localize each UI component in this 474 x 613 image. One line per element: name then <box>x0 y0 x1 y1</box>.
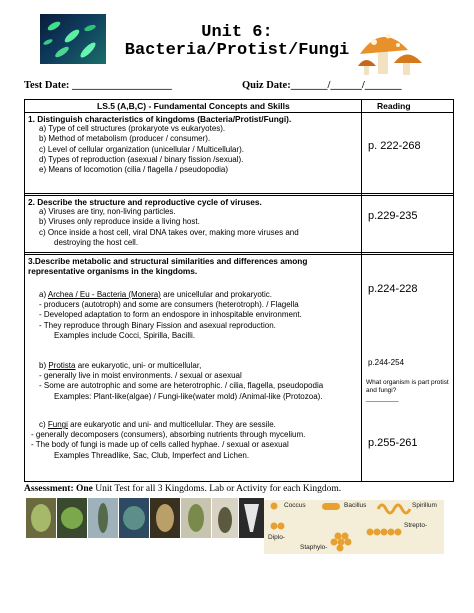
label-coccus: Coccus <box>284 502 306 509</box>
label-strepto: Strepto- <box>404 522 428 529</box>
section-3b-text: are eukaryotic, uni- or multicellular, <box>75 361 202 370</box>
section-2-divider <box>25 252 453 255</box>
section-3b-prefix: b) <box>39 361 49 370</box>
section-2 <box>28 197 358 248</box>
section-3b-item-2: - Some are autotrophic and some are heterotrophic. / cilia, flagella, pseudopodia <box>39 381 324 391</box>
section-1-item-e: e) Means of locomotion (cilia / flagella / pseudopodia) <box>39 165 228 175</box>
section-2-item-c-cont: destroying the host cell. <box>54 237 139 247</box>
section-3-title-line-1: 3.Describe metabolic and structural similarities and differences among <box>28 256 308 266</box>
section-2-reading: p.229-235 <box>368 210 418 222</box>
section-1-title: 1. Distinguish characteristics of kingdoms (Bacteria/Protist/Fungi). <box>28 114 292 124</box>
mushroom-image <box>356 20 424 80</box>
section-1-item-c: c) Level of cellular organization (unicellular / Multicellular). <box>39 144 244 154</box>
section-3b-question <box>366 379 450 403</box>
section-3a <box>28 290 358 341</box>
section-3-title-line-2: representative organisms in the kingdoms. <box>28 266 198 277</box>
header-divider <box>25 112 453 113</box>
assessment-text: Unit Test for all 3 Kingdoms. Lab or Activity for each Kingdom. <box>92 484 342 494</box>
label-diplo: Diplo- <box>268 534 285 541</box>
label-spirillum: Spirillum <box>412 502 437 509</box>
section-3a-text: are unicellular and prokaryotic. <box>160 290 273 299</box>
section-3a-item-2: - Developed adaptation to form an endospore in inhospitable environment. <box>39 310 302 320</box>
protist-images-strip <box>26 498 264 538</box>
section-1 <box>28 114 358 175</box>
title-line-2: Bacteria/Protist/Fungi <box>124 41 350 60</box>
section-3b-item-3: Examples: Plant-like(algae) / Fungi-like(water mold) /Animal-like (Protozoa). <box>54 391 323 401</box>
table-header-concepts: LS.5 (A,B,C) - Fundamental Concepts and Skills <box>97 101 290 111</box>
section-3c-prefix: c) <box>39 420 48 429</box>
protista-link[interactable]: Protista <box>48 361 76 370</box>
section-3c-item-2: - The body of fungi is made up of cells called hyphae. / sexual or asexual <box>31 440 289 450</box>
section-2-item-a: a) Viruses are tiny, non-living particles. <box>39 207 176 217</box>
section-2-title: 2. Describe the structure and reproductive cycle of viruses. <box>28 197 262 207</box>
bacteria-shapes-diagram <box>264 500 444 554</box>
section-3a-reading: p.224-228 <box>368 283 418 295</box>
test-date-field: Test Date: ___________________ <box>24 80 172 91</box>
section-1-item-d: d) Types of reproduction (asexual / binary fission /sexual). <box>39 154 244 164</box>
table-header-reading: Reading <box>377 101 411 111</box>
section-3b-answer-blank: _________ <box>366 395 399 402</box>
assessment-one: One <box>75 484 93 494</box>
section-2-item-b: b) Viruses only reproduce inside a living host. <box>39 217 200 227</box>
section-3-title <box>28 256 358 276</box>
section-3c-item-3: Examples Threadlike, Sac, Club, Imperfect and Lichen. <box>54 450 250 460</box>
section-3c-item-1: - generally decomposers (consumers), absorbing nutrients through mycelium. <box>31 430 306 440</box>
section-3a-item-1: - producers (autotroph) and some are consumers (heterotroph). / Flagella <box>39 300 299 310</box>
section-1-reading: p. 222-268 <box>368 140 421 152</box>
label-bacillus: Bacillus <box>344 502 367 509</box>
section-1-divider <box>25 193 453 196</box>
title-line-1: Unit 6: <box>201 23 273 42</box>
quiz-date-field: Quiz Date:_______/______/_______ <box>242 80 402 91</box>
section-3b-reading: p.244-254 <box>368 358 405 367</box>
section-1-item-b: b) Method of metabolism (producer / consumer). <box>39 134 211 144</box>
assessment-line <box>24 484 341 494</box>
fungi-link[interactable]: Fungi <box>47 420 68 429</box>
section-3b-item-1: - generally live in moist environments. / sexual or asexual <box>39 371 242 381</box>
section-3a-item-4: Examples include Cocci, Spirilla, Bacilli. <box>54 330 195 340</box>
monera-link[interactable]: Archea / Eu - Bacteria (Monera) <box>47 290 161 299</box>
assessment-label: Assessment: <box>24 484 74 494</box>
section-3c-text: are eukaryotic and uni- and multicellular. They are sessile. <box>67 420 276 429</box>
section-2-item-c: c) Once inside a host cell, viral DNA takes over, making more viruses and <box>39 227 299 237</box>
section-3c-reading: p.255-261 <box>368 437 418 449</box>
label-staphylo: Staphylo- <box>300 544 328 551</box>
section-1-item-a: a) Type of cell structures (prokaryote vs eukaryotes). <box>39 124 226 134</box>
column-divider <box>361 100 362 481</box>
skills-table <box>24 99 454 482</box>
section-3a-prefix: a) <box>39 290 48 299</box>
section-3b <box>28 361 358 402</box>
section-3a-item-3: - They reproduce through Binary Fission and asexual reproduction. <box>39 320 276 330</box>
section-3c <box>28 420 358 461</box>
section-3b-question-text: What organism is part protist and fungi? <box>366 379 449 394</box>
